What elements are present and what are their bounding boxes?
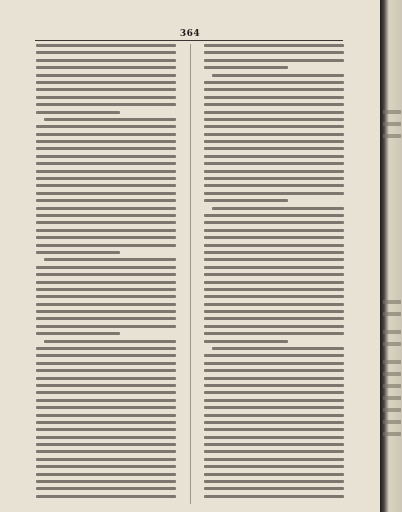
redacted-text-line [204, 406, 344, 409]
redacted-text-line [36, 450, 176, 453]
opposite-page-text-fragment [383, 330, 401, 334]
redacted-text-line [204, 295, 344, 298]
redacted-text-line [204, 303, 344, 306]
redacted-text-line [204, 332, 344, 335]
redacted-text-line [36, 192, 176, 195]
redacted-text-line [204, 495, 344, 498]
redacted-text-line [204, 317, 344, 320]
redacted-text-line [204, 251, 344, 254]
redacted-text-line [36, 155, 176, 158]
redacted-text-line [36, 170, 176, 173]
redacted-text-line [36, 384, 176, 387]
redacted-text-line [204, 88, 344, 91]
redacted-text-line [36, 310, 176, 313]
redacted-text-line [204, 192, 344, 195]
redacted-text-line [204, 177, 344, 180]
redacted-text-line [204, 214, 344, 217]
opposite-page-text-fragment [383, 342, 401, 346]
redacted-text-line [36, 177, 176, 180]
page-number: 364 [179, 29, 201, 39]
redacted-text-line [204, 273, 344, 276]
redacted-text-line [36, 88, 176, 91]
redacted-text-line [204, 487, 344, 490]
opposite-page-text-fragment [383, 420, 401, 424]
redacted-text-line [36, 244, 176, 247]
redacted-text-line [36, 465, 176, 468]
redacted-text-line [36, 347, 176, 350]
redacted-text-line [204, 377, 344, 380]
opposite-page-text-fragment [383, 110, 401, 114]
redacted-text-line [36, 281, 176, 284]
redacted-text-line [36, 421, 176, 424]
redacted-text-line [36, 428, 176, 431]
redacted-text-line [36, 81, 176, 84]
redacted-text-line [204, 162, 344, 165]
redacted-text-line [204, 244, 344, 247]
redacted-text-line [212, 347, 344, 350]
redacted-text-line [36, 103, 176, 106]
redacted-text-line [204, 199, 288, 202]
redacted-text-line [36, 125, 176, 128]
redacted-text-line [212, 74, 344, 77]
text-column-right [204, 44, 344, 504]
redacted-text-line [204, 443, 344, 446]
redacted-text-line [204, 125, 344, 128]
redacted-text-line [204, 391, 344, 394]
redacted-text-line [204, 44, 344, 47]
redacted-text-line [36, 199, 176, 202]
redacted-text-line [36, 369, 176, 372]
redacted-text-line [44, 118, 176, 121]
redacted-text-line [204, 399, 344, 402]
opposite-page-text-fragment [383, 312, 401, 316]
redacted-text-line [36, 59, 176, 62]
redacted-text-line [36, 362, 176, 365]
redacted-text-line [36, 443, 176, 446]
redacted-text-line [36, 266, 176, 269]
redacted-text-line [44, 258, 176, 261]
redacted-text-line [204, 414, 344, 417]
redacted-text-line [36, 406, 176, 409]
redacted-text-line [36, 44, 176, 47]
redacted-text-line [36, 147, 176, 150]
redacted-text-line [36, 303, 176, 306]
opposite-page-text-fragment [383, 122, 401, 126]
redacted-text-line [204, 155, 344, 158]
redacted-text-line [36, 214, 176, 217]
redacted-text-line [204, 436, 344, 439]
redacted-text-line [204, 170, 344, 173]
redacted-text-line [204, 66, 288, 69]
redacted-text-line [36, 74, 176, 77]
opposite-page-text-fragment [383, 300, 401, 304]
redacted-text-line [204, 458, 344, 461]
opposite-page-text-fragment [383, 372, 401, 376]
redacted-text-line [204, 184, 344, 187]
redacted-text-line [204, 281, 344, 284]
redacted-text-line [36, 295, 176, 298]
redacted-text-line [36, 51, 176, 54]
redacted-text-line [36, 458, 176, 461]
redacted-text-line [204, 221, 344, 224]
redacted-text-line [36, 391, 176, 394]
redacted-text-line [36, 207, 176, 210]
redacted-text-line [204, 258, 344, 261]
opposite-page-text-fragment [383, 360, 401, 364]
redacted-text-line [204, 51, 344, 54]
redacted-text-line [204, 236, 344, 239]
redacted-text-line [204, 310, 344, 313]
redacted-text-line [204, 384, 344, 387]
redacted-text-line [204, 81, 344, 84]
redacted-text-line [36, 487, 176, 490]
opposite-page-text-fragment [383, 396, 401, 400]
redacted-text-line [204, 354, 344, 357]
redacted-text-line [204, 421, 344, 424]
redacted-text-line [204, 369, 344, 372]
redacted-text-line [36, 251, 120, 254]
redacted-text-line [36, 480, 176, 483]
redacted-text-line [36, 288, 176, 291]
redacted-text-line [204, 266, 344, 269]
redacted-text-line [44, 340, 176, 343]
redacted-text-line [204, 118, 344, 121]
redacted-text-line [36, 495, 176, 498]
redacted-text-line [204, 140, 344, 143]
redacted-text-line [204, 450, 344, 453]
redacted-text-line [204, 362, 344, 365]
redacted-text-line [36, 332, 120, 335]
redacted-text-line [36, 66, 176, 69]
redacted-text-line [36, 184, 176, 187]
redacted-text-line [204, 288, 344, 291]
redacted-text-line [204, 133, 344, 136]
redacted-text-line [204, 59, 344, 62]
header-rule [35, 40, 343, 41]
redacted-text-line [36, 317, 176, 320]
redacted-text-line [36, 414, 176, 417]
redacted-text-line [204, 229, 344, 232]
redacted-text-line [204, 147, 344, 150]
redacted-text-line [36, 221, 176, 224]
redacted-text-line [204, 428, 344, 431]
redacted-text-line [36, 399, 176, 402]
redacted-text-line [36, 377, 176, 380]
redacted-text-line [36, 229, 176, 232]
redacted-text-line [204, 96, 344, 99]
redacted-text-line [36, 436, 176, 439]
column-divider [190, 44, 191, 504]
redacted-text-line [36, 111, 120, 114]
redacted-text-line [204, 340, 288, 343]
opposite-page-text-fragment [383, 384, 401, 388]
redacted-text-line [204, 473, 344, 476]
redacted-text-line [36, 96, 176, 99]
redacted-text-line [36, 133, 176, 136]
redacted-text-line [36, 162, 176, 165]
opposite-page-text-fragment [383, 408, 401, 412]
text-column-left [36, 44, 176, 504]
redacted-text-line [204, 325, 344, 328]
redacted-text-line [204, 480, 344, 483]
redacted-text-line [204, 465, 344, 468]
redacted-text-line [36, 273, 176, 276]
redacted-text-line [36, 473, 176, 476]
opposite-page-text-fragment [383, 432, 401, 436]
redacted-text-line [36, 236, 176, 239]
redacted-text-line [36, 354, 176, 357]
redacted-text-line [36, 325, 176, 328]
redacted-text-line [212, 207, 344, 210]
redacted-text-line [204, 103, 344, 106]
redacted-text-line [36, 140, 176, 143]
redacted-text-line [204, 111, 344, 114]
opposite-page-text-fragment [383, 134, 401, 138]
